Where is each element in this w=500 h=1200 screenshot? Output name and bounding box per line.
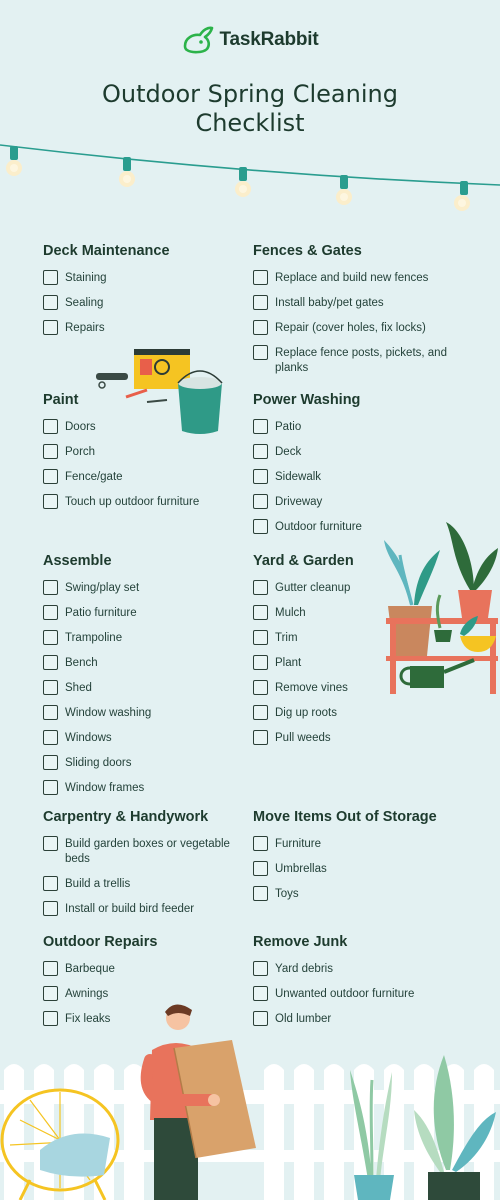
checkbox-icon[interactable] [43,419,58,434]
checklist-item-label: Gutter cleanup [275,582,351,594]
checklist-item-label: Fix leaks [65,1013,111,1025]
checklist-item[interactable] [43,580,273,596]
checklist-item-label: Unwanted outdoor furniture [275,988,415,1000]
checklist-item[interactable] [43,780,273,796]
checklist-item-label: Swing/play set [65,582,140,594]
checklist-item[interactable] [253,655,383,671]
checkbox-icon[interactable] [253,580,268,595]
checklist [253,836,483,902]
checklist-item-label: Install or build bird feeder [65,903,195,915]
checklist-item-label: Windows [65,732,112,744]
section-title: Power Washing [253,392,361,408]
checklist-item-label: Window frames [65,782,145,794]
checkbox-icon[interactable] [253,861,268,876]
checkbox-icon[interactable] [253,469,268,484]
checklist-item-label: Trim [275,632,298,644]
checklist-item[interactable] [43,901,243,917]
watering-can-icon [401,660,474,688]
checklist-item[interactable] [253,680,383,696]
toolbox-icon [92,345,227,437]
checklist-item[interactable] [253,605,383,621]
fence-scene [0,1000,500,1200]
checkbox-icon[interactable] [43,494,58,509]
checkbox-icon[interactable] [253,419,268,434]
checklist-item[interactable] [253,295,483,311]
checkbox-icon[interactable] [253,655,268,670]
checklist-item-label: Sealing [65,297,104,309]
checkbox-icon[interactable] [43,469,58,484]
paint-bucket-icon [178,371,222,434]
checklist-item-label: Outdoor furniture [275,521,362,533]
checklist-item[interactable] [253,836,483,852]
checklist-item-label: Old lumber [275,1013,332,1025]
section-assemble [43,553,273,805]
checkbox-icon[interactable] [43,270,58,285]
person-carrying-box-icon [147,1004,256,1200]
checkbox-icon[interactable] [253,444,268,459]
checklist-item[interactable] [253,469,483,485]
checklist-item[interactable] [253,444,483,460]
checkbox-icon[interactable] [253,345,268,360]
checkbox-icon[interactable] [253,519,268,534]
checklist-item-label: Yard debris [275,963,333,975]
checkbox-icon[interactable] [43,876,58,891]
checklist-item-label: Install baby/pet gates [275,297,384,309]
checklist-item-label: Patio furniture [65,607,137,619]
light-bulb-icon [119,157,135,187]
checkbox-icon[interactable] [253,295,268,310]
section-fences-gates [253,243,483,385]
checklist-item[interactable] [43,705,273,721]
checklist-item-label: Trampoline [65,632,123,644]
checkbox-icon[interactable] [43,320,58,335]
checklist-item-label: Umbrellas [275,863,327,875]
rabbit-logo-icon [181,26,215,54]
checklist [253,580,383,746]
section-title: Yard & Garden [253,553,354,569]
checkbox-icon[interactable] [43,705,58,720]
section-carpentry-handywork [43,809,243,926]
title-line-1: Outdoor Spring Cleaning [102,80,398,108]
checklist-item[interactable] [43,494,273,510]
checklist-item-label: Staining [65,272,107,284]
checklist-item-label: Build garden boxes or vegetable beds [65,838,230,865]
checklist-item[interactable] [43,320,273,336]
checkbox-icon[interactable] [43,780,58,795]
section-title: Move Items Out of Storage [253,809,437,825]
checklist-item-label: Doors [65,421,96,433]
checkbox-icon[interactable] [253,630,268,645]
section-move-items-storage [253,809,483,911]
checklist-item-label: Furniture [275,838,322,850]
checklist [43,836,243,917]
checklist-item[interactable] [253,345,483,376]
checklist-item[interactable] [43,730,273,746]
section-title: Deck Maintenance [43,243,170,259]
checklist-item[interactable] [253,730,383,746]
plant-shelf-icon [382,510,500,695]
checkbox-icon[interactable] [43,605,58,620]
checklist [43,270,273,336]
taskrabbit-logo [0,26,500,54]
checkbox-icon[interactable] [43,630,58,645]
checkbox-icon[interactable] [43,295,58,310]
checklist-item-label: Dig up roots [275,707,338,719]
checklist-item-label: Window washing [65,707,152,719]
checklist-item-label: Repair (cover holes, fix locks) [275,322,426,334]
light-bulb-icon [6,146,22,176]
checklist-item-label: Toys [275,888,299,900]
checklist-item-label: Repairs [65,322,105,334]
checkbox-icon[interactable] [43,444,58,459]
checklist-item-label: Driveway [275,496,323,508]
checklist-item[interactable] [253,580,383,596]
checklist-item[interactable] [43,605,273,621]
checklist-item[interactable] [43,755,273,771]
checklist-item[interactable] [43,876,243,892]
checklist-item-label: Pull weeds [275,732,331,744]
checklist-item-label: Porch [65,446,96,458]
checklist-item[interactable] [43,630,273,646]
checklist-item[interactable] [253,886,483,902]
checkbox-icon[interactable] [253,680,268,695]
checklist-item-label: Replace fence posts, pickets, and planks [275,347,447,374]
checklist-item[interactable] [43,961,273,977]
title-line-2: Checklist [195,109,305,137]
light-bulb-icon [336,175,352,205]
page-title [0,80,500,138]
checklist-item[interactable] [253,861,483,877]
checklist [43,580,273,796]
checklist-item-label: Bench [65,657,98,669]
checklist-item-label: Deck [275,446,302,458]
checklist-item[interactable] [43,469,273,485]
checkbox-icon[interactable] [43,680,58,695]
section-title: Paint [43,392,79,408]
checklist-item[interactable] [253,320,483,336]
checklist-item-label: Fence/gate [65,471,123,483]
checkbox-icon[interactable] [253,986,268,1001]
checkbox-icon[interactable] [43,755,58,770]
checkbox-icon[interactable] [43,836,58,851]
checklist-item-label: Build a trellis [65,878,131,890]
checkbox-icon[interactable] [43,901,58,916]
checkbox-icon[interactable] [253,270,268,285]
checklist-item[interactable] [253,270,483,286]
checkbox-icon[interactable] [43,986,58,1001]
section-title: Outdoor Repairs [43,934,158,950]
checklist-item-label: Mulch [275,607,306,619]
checklist [253,270,483,376]
checkbox-icon[interactable] [253,494,268,509]
checkbox-icon[interactable] [253,961,268,976]
checkbox-icon[interactable] [253,605,268,620]
checkbox-icon[interactable] [253,705,268,720]
checkbox-icon[interactable] [253,836,268,851]
section-deck-maintenance [43,243,273,345]
checklist-item[interactable] [253,961,483,977]
checklist-item-label: Replace and build new fences [275,272,429,284]
brand-name: TaskRabbit [219,29,319,50]
checkbox-icon[interactable] [253,886,268,901]
checklist-item[interactable] [253,419,483,435]
checklist-item[interactable] [43,836,243,867]
checklist-item[interactable] [43,295,273,311]
checkbox-icon[interactable] [43,961,58,976]
section-title: Fences & Gates [253,243,362,259]
checklist-item[interactable] [43,444,273,460]
checklist-item[interactable] [43,680,273,696]
checklist-item-label: Remove vines [275,682,348,694]
checklist-item[interactable] [43,655,273,671]
section-title: Carpentry & Handywork [43,809,209,825]
light-bulb-icon [454,181,470,211]
checklist-item[interactable] [253,630,383,646]
string-lights-icon [0,135,500,225]
checklist-item-label: Awnings [65,988,109,1000]
checklist-item[interactable] [253,494,483,510]
light-bulb-icon [235,167,251,197]
checklist-item[interactable] [43,270,273,286]
checklist-item-label: Barbeque [65,963,115,975]
checklist-item-label: Shed [65,682,92,694]
checklist-item-label: Plant [275,657,302,669]
section-title: Assemble [43,553,112,569]
checkbox-icon[interactable] [43,580,58,595]
checkbox-icon[interactable] [253,730,268,745]
checklist-item-label: Patio [275,421,302,433]
checklist-item[interactable] [253,705,383,721]
section-title: Remove Junk [253,934,348,950]
checklist-item-label: Sidewalk [275,471,322,483]
checkbox-icon[interactable] [253,320,268,335]
checklist-item-label: Touch up outdoor furniture [65,496,200,508]
section-yard-garden [253,553,383,755]
checklist-item-label: Sliding doors [65,757,132,769]
checkbox-icon[interactable] [43,655,58,670]
checkbox-icon[interactable] [43,730,58,745]
